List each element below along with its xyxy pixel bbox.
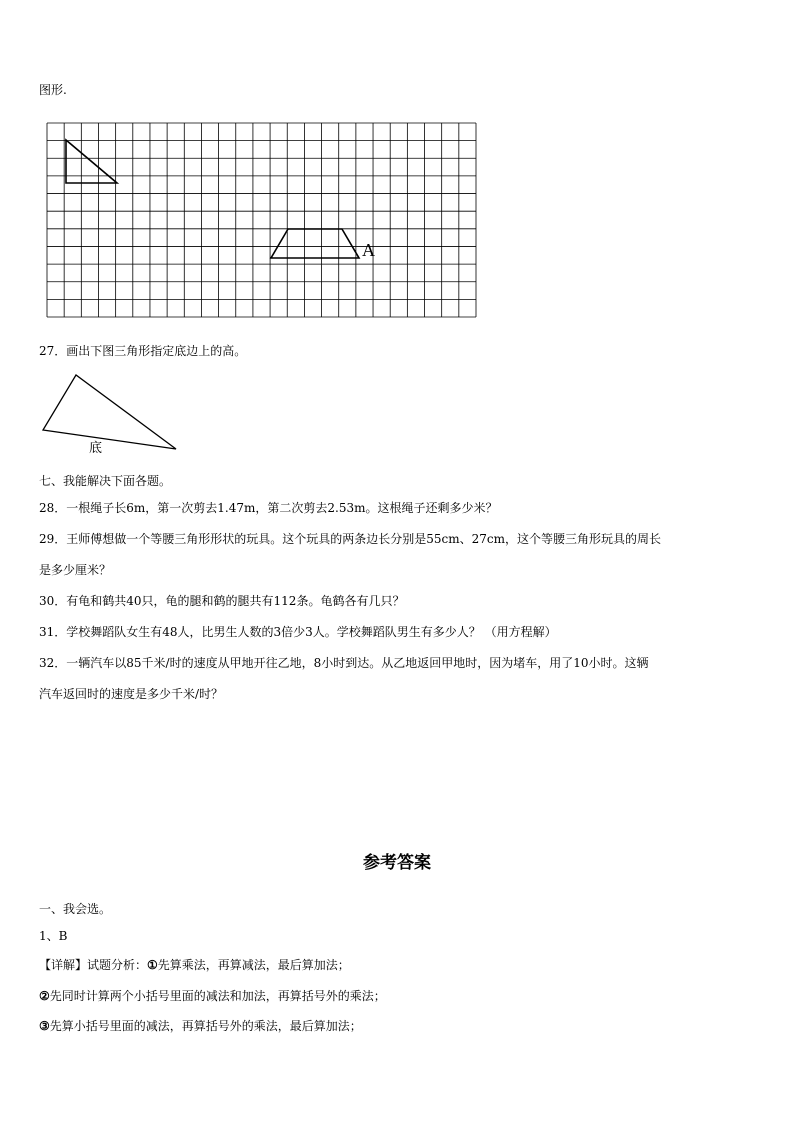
question-32-line2: 汽车返回时的速度是多少千米/时？	[39, 687, 224, 701]
section-7-heading: 七、我能解决下面各题。	[39, 474, 172, 488]
question-31: 31．学校舞蹈队女生有48人，比男生人数的3倍少3人。学校舞蹈队男生有多少人？ （用方程解）	[39, 625, 557, 639]
circled-3: ③	[39, 1019, 50, 1033]
question-30: 30．有龟和鹤共40只，龟的腿和鹤的腿共有112条。龟鹤各有几只？	[39, 594, 405, 608]
detail-step-3: 先算小括号里面的减法，再算括号外的乘法，最后算加法；	[49, 1019, 362, 1033]
detail-line-1	[39, 957, 350, 973]
answers-section-1: 一、我会选。	[39, 902, 112, 916]
triangle-figure	[0, 368, 794, 458]
base-triangle	[43, 375, 176, 449]
detail-line-2	[39, 988, 386, 1004]
trapezoid	[271, 229, 359, 258]
question-29-line1: 29．王师傅想做一个等腰三角形形状的玩具。这个玩具的两条边长分别是55cm、27cm，这个等腰三角形玩具的周长	[39, 532, 662, 546]
question-29-line2: 是多少厘米？	[39, 563, 112, 577]
question-28: 28．一根绳子长6m，第一次剪去1.47m，第二次剪去2.53m。这根绳子还剩多少米？	[39, 501, 498, 515]
detail-step-1: 先算乘法，再算减法，最后算加法；	[157, 958, 350, 972]
detail-line-3	[39, 1018, 362, 1034]
detail-step-2: 先同时计算两个小括号里面的减法和加法，再算括号外的乘法；	[49, 989, 386, 1003]
small-triangle	[66, 140, 117, 183]
detail-intro: 试题分析：	[87, 958, 148, 972]
grid-lines	[47, 123, 476, 317]
answer-1: 1、B	[39, 929, 68, 943]
question-27: 27．画出下图三角形指定底边上的高。	[39, 344, 247, 358]
point-a-label: A	[362, 240, 375, 260]
question-32-line1: 32．一辆汽车以85千米/时的速度从甲地开往乙地，8小时到达。从乙地返回甲地时，因为堵车，用了10小时。这辆	[39, 656, 649, 670]
answers-title: 参考答案	[363, 853, 431, 873]
top-text-fragment: 图形.	[39, 83, 67, 97]
circled-2: ②	[39, 989, 50, 1003]
base-label: 底	[89, 441, 103, 456]
circled-1: ①	[147, 958, 158, 972]
grid-figure	[0, 115, 794, 335]
detail-tag: 【详解】	[39, 958, 88, 972]
